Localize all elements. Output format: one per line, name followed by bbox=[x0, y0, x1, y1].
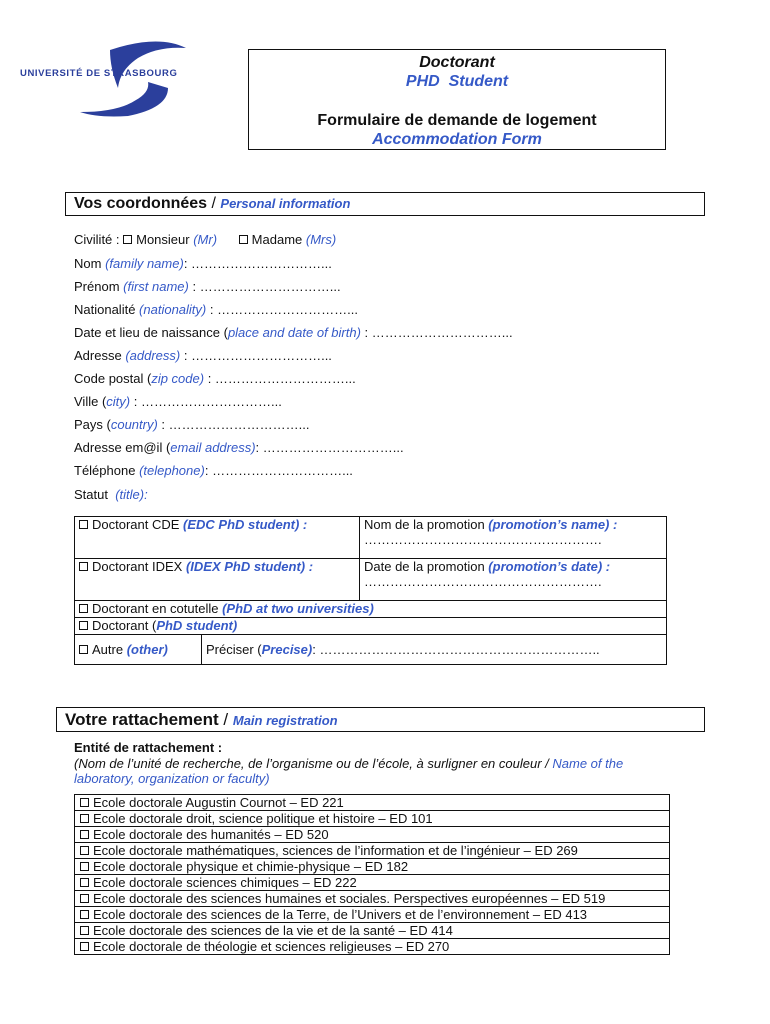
field-sep: : bbox=[180, 348, 192, 363]
field-label: Date et lieu de naissance ( bbox=[74, 325, 228, 340]
cotutelle-checkbox[interactable] bbox=[79, 604, 88, 613]
note-fr: (Nom de l’unité de recherche, de l’organisme ou de l’école, à surligner en couleur / bbox=[74, 756, 553, 771]
field-label-en: (first name) bbox=[123, 279, 189, 294]
school-checkbox[interactable] bbox=[80, 798, 89, 807]
autre-cell[interactable] bbox=[75, 635, 202, 665]
field-label: Téléphone bbox=[74, 463, 140, 478]
autre-checkbox[interactable] bbox=[79, 645, 88, 654]
civilite-row bbox=[74, 232, 336, 247]
monsieur-label-en: (Mr) bbox=[193, 232, 218, 247]
field-dots[interactable]: …………………………... bbox=[214, 371, 356, 386]
field-pays[interactable] bbox=[74, 417, 310, 432]
field-label: Code postal ( bbox=[74, 371, 152, 386]
field-label-en: zip code) bbox=[151, 371, 205, 386]
main-reg-heading-fr: Votre rattachement bbox=[65, 710, 219, 729]
field-dots[interactable]: …………………………... bbox=[140, 394, 282, 409]
school-label: Ecole doctorale Augustin Cournot – ED 221 bbox=[93, 795, 344, 810]
university-logo bbox=[18, 38, 203, 118]
preciser-label: Préciser ( bbox=[206, 642, 262, 657]
autre-label-en: (other) bbox=[126, 642, 168, 657]
field-dots[interactable]: …………………………... bbox=[217, 302, 358, 317]
promo-name-label: Nom de la promotion bbox=[364, 517, 489, 532]
autre-label: Autre bbox=[92, 642, 127, 657]
field-label-en: (address) bbox=[125, 348, 181, 363]
school-label: Ecole doctorale des sciences de la vie et de la santé – ED 414 bbox=[93, 923, 453, 938]
schools-list bbox=[74, 794, 670, 955]
field-label-en: country) bbox=[110, 417, 158, 432]
note-en-1: Name of the bbox=[552, 756, 624, 771]
doctorant-cell[interactable] bbox=[75, 618, 667, 635]
status-table-bottom bbox=[74, 600, 667, 665]
promo-name-label-en: (promotion’s name) : bbox=[488, 517, 618, 532]
field-label-en: email address) bbox=[170, 440, 256, 455]
field-label-en: place and date of birth) bbox=[227, 325, 361, 340]
list-item[interactable] bbox=[75, 875, 669, 891]
cde-label: Doctorant CDE bbox=[92, 517, 184, 532]
status-table bbox=[74, 516, 667, 601]
cotutelle-label: Doctorant en cotutelle bbox=[92, 601, 223, 616]
field-nom[interactable] bbox=[74, 256, 332, 271]
doctorant-label-en: PhD student) bbox=[156, 618, 238, 633]
doctorant-label: Doctorant ( bbox=[92, 618, 157, 633]
logo-text-left: UNIVERSITÉ DE bbox=[20, 68, 104, 79]
school-label: Ecole doctorale mathématiques, sciences de l’information et de l’ingénieur – ED 269 bbox=[93, 843, 578, 858]
field-telephone[interactable] bbox=[74, 463, 353, 478]
school-label: Ecole doctorale sciences chimiques – ED 222 bbox=[93, 875, 357, 890]
main-reg-heading-sep: / bbox=[218, 710, 233, 729]
list-item[interactable] bbox=[75, 795, 669, 811]
promo-name-cell[interactable] bbox=[360, 517, 667, 559]
school-label: Ecole doctorale de théologie et sciences religieuses – ED 270 bbox=[93, 939, 450, 954]
school-label: Ecole doctorale droit, science politique et histoire – ED 101 bbox=[93, 811, 433, 826]
personal-section-heading bbox=[65, 192, 705, 216]
school-checkbox[interactable] bbox=[80, 862, 89, 871]
idex-checkbox[interactable] bbox=[79, 562, 88, 571]
title-fr: Doctorant bbox=[419, 54, 495, 71]
entite-note bbox=[74, 756, 623, 771]
field-dots[interactable]: …………………………... bbox=[168, 417, 310, 432]
promo-name-dots[interactable]: ………………………………………………. bbox=[364, 532, 602, 547]
field-dots[interactable]: …………………………... bbox=[191, 256, 332, 271]
doctorant-checkbox[interactable] bbox=[79, 621, 88, 630]
monsieur-label: Monsieur bbox=[136, 232, 190, 247]
school-label: Ecole doctorale des humanités – ED 520 bbox=[93, 827, 329, 842]
header-box bbox=[248, 49, 666, 150]
statut-row bbox=[74, 487, 148, 502]
list-item[interactable] bbox=[75, 891, 669, 907]
personal-heading-sep: / bbox=[207, 195, 221, 212]
field-label-en: (telephone) bbox=[139, 463, 205, 478]
promo-date-cell[interactable] bbox=[360, 559, 667, 601]
subtitle-en: Accommodation Form bbox=[372, 131, 542, 148]
main-reg-heading-en: Main registration bbox=[232, 713, 338, 728]
field-label-en: city) bbox=[106, 394, 131, 409]
personal-heading-fr: Vos coordonnées bbox=[74, 195, 208, 212]
promo-date-dots[interactable]: ………………………………………………. bbox=[364, 574, 602, 589]
field-sep: : bbox=[130, 394, 141, 409]
madame-label-en: (Mrs) bbox=[305, 232, 337, 247]
list-item[interactable] bbox=[75, 811, 669, 827]
field-label-en: (nationality) bbox=[139, 302, 207, 317]
note-en-2: laboratory, organization or faculty) bbox=[74, 771, 270, 786]
school-label: Ecole doctorale physique et chimie-physique – ED 182 bbox=[93, 859, 409, 874]
school-checkbox[interactable] bbox=[80, 942, 89, 951]
field-sep: : bbox=[206, 302, 218, 317]
field-sep: : bbox=[157, 417, 169, 432]
field-sep: : bbox=[188, 279, 200, 294]
field-naissance[interactable] bbox=[74, 325, 513, 340]
subtitle-fr: Formulaire de demande de logement bbox=[317, 112, 597, 129]
list-item[interactable] bbox=[75, 859, 669, 875]
cotutelle-cell[interactable] bbox=[75, 601, 667, 618]
statut-label-en: (title): bbox=[115, 487, 148, 502]
list-item[interactable] bbox=[75, 907, 669, 923]
field-ville[interactable] bbox=[74, 394, 282, 409]
cde-checkbox[interactable] bbox=[79, 520, 88, 529]
field-label: Ville ( bbox=[74, 394, 107, 409]
civilite-label: Civilité : bbox=[74, 232, 124, 247]
field-sep: : bbox=[360, 325, 372, 340]
logo-text-right: STRASBOURG bbox=[103, 68, 178, 79]
school-label: Ecole doctorale des sciences humaines et sociales. Perspectives européennes – ED 519 bbox=[93, 891, 606, 906]
field-sep: : bbox=[183, 256, 192, 271]
promo-date-label: Date de la promotion bbox=[364, 559, 489, 574]
school-checkbox[interactable] bbox=[80, 830, 89, 839]
preciser-label-en: Precise) bbox=[261, 642, 313, 657]
idex-cell[interactable] bbox=[75, 559, 360, 601]
school-checkbox[interactable] bbox=[80, 910, 89, 919]
cotutelle-label-en: (PhD at two universities) bbox=[222, 601, 374, 616]
field-dots[interactable]: …………………………... bbox=[371, 325, 513, 340]
school-checkbox[interactable] bbox=[80, 846, 89, 855]
personal-heading-en: Personal information bbox=[220, 196, 351, 211]
field-sep: : bbox=[255, 440, 263, 455]
field-label: Adresse bbox=[74, 348, 126, 363]
field-label-en: (family name) bbox=[105, 256, 184, 271]
statut-label: Statut bbox=[74, 487, 116, 502]
school-checkbox[interactable] bbox=[80, 926, 89, 935]
monsieur-checkbox[interactable] bbox=[123, 235, 132, 244]
entite-note-2 bbox=[74, 771, 270, 786]
field-label: Nationalité bbox=[74, 302, 140, 317]
field-dots[interactable]: …………………………... bbox=[212, 463, 353, 478]
field-prenom[interactable] bbox=[74, 279, 341, 294]
field-dots[interactable]: …………………………... bbox=[191, 348, 332, 363]
field-email[interactable] bbox=[74, 440, 404, 455]
preciser-cell[interactable] bbox=[202, 635, 667, 665]
madame-label: Madame bbox=[251, 232, 303, 247]
main-reg-section-heading bbox=[56, 707, 705, 732]
school-checkbox[interactable] bbox=[80, 814, 89, 823]
idex-label-en: (IDEX PhD student) : bbox=[185, 559, 314, 574]
field-dots[interactable]: …………………………... bbox=[262, 440, 404, 455]
field-label: Adresse em@il ( bbox=[74, 440, 171, 455]
field-adresse[interactable] bbox=[74, 348, 332, 363]
field-label: Prénom bbox=[74, 279, 124, 294]
list-item[interactable] bbox=[75, 939, 669, 954]
title-en: PHD Student bbox=[405, 73, 509, 90]
madame-checkbox[interactable] bbox=[239, 235, 248, 244]
entite-label: Entité de rattachement : bbox=[74, 740, 223, 755]
cde-cell[interactable] bbox=[75, 517, 360, 559]
promo-date-label-en: (promotion’s date) : bbox=[488, 559, 611, 574]
list-item[interactable] bbox=[75, 923, 669, 939]
field-dots[interactable]: …………………………... bbox=[199, 279, 341, 294]
field-nationalite[interactable] bbox=[74, 302, 358, 317]
preciser-dots[interactable]: : ……………………………………………………….. bbox=[312, 642, 600, 657]
list-item[interactable] bbox=[75, 827, 669, 843]
field-sep: : bbox=[204, 463, 213, 478]
school-checkbox[interactable] bbox=[80, 894, 89, 903]
field-label: Nom bbox=[74, 256, 106, 271]
list-item[interactable] bbox=[75, 843, 669, 859]
school-checkbox[interactable] bbox=[80, 878, 89, 887]
school-label: Ecole doctorale des sciences de la Terre, de l’Univers et de l’environnement – ED 413 bbox=[93, 907, 588, 922]
cde-label-en: (EDC PhD student) : bbox=[183, 517, 308, 532]
field-code-postal[interactable] bbox=[74, 371, 356, 386]
field-label: Pays ( bbox=[74, 417, 111, 432]
field-sep: : bbox=[204, 371, 215, 386]
idex-label: Doctorant IDEX bbox=[92, 559, 186, 574]
